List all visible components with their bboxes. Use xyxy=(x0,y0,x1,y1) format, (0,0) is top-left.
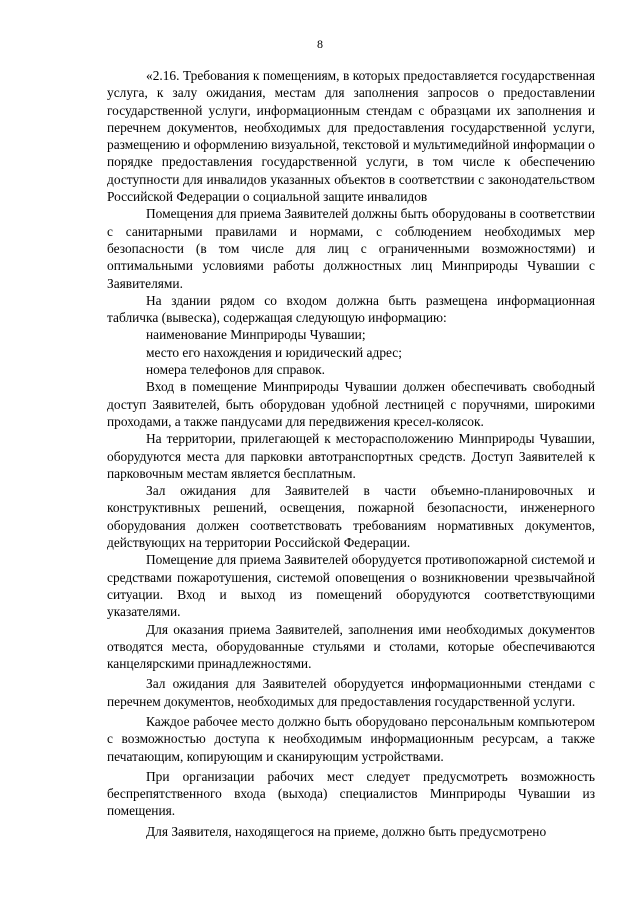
paragraph: Помещение для приема Заявителей оборудуется противопожарной системой и средствами пожаротушения, системой оповещения о возникновении чрезвычайной ситуации. Вход и выход из помещений оборудуются соответствующими указателями. xyxy=(107,552,595,620)
paragraph: Помещения для приема Заявителей должны быть оборудованы в соответствии с санитарными правилами и нормами, с соблюдением необходимых мер безопасности (в том числе для лиц с ограниченными возможностями) и оптимальными условиями работы должностных лиц Минприроды Чувашии с Заявителями. xyxy=(107,206,595,291)
paragraph: При организации рабочих мест следует предусмотреть возможность беспрепятственного входа (выхода) специалистов Минприроды Чувашии из помещения. xyxy=(107,768,595,819)
paragraph-section-heading: «2.16. Требования к помещениям, в которых предоставляется государственная услуга, к залу ожидания, местам для заполнения запросов о предоставлении государственной услуги, информационным стендам с образцами их заполнения и перечнем документов, необходимых для предоставления государственной услуги, размещению и оформлению визуальной, текстовой и мультимедийной информации о порядке предоставления государственной услуги, в том числе к обеспечению доступности для инвалидов указанных объектов в соответствии с законодательством Российской Федерации о социальной защите инвалидов xyxy=(107,68,595,205)
paragraph: На здании рядом со входом должна быть размещена информационная табличка (вывеска), содержащая следующую информацию: xyxy=(107,292,595,326)
document-body xyxy=(107,67,595,840)
paragraph: Каждое рабочее место должно быть оборудовано персональным компьютером с возможностью доступа к необходимым информационным ресурсам, а также печатающим, копирующим и сканирующим устройствами. xyxy=(107,713,595,764)
paragraph: Для Заявителя, находящегося на приеме, должно быть предусмотрено xyxy=(146,823,547,839)
list-item: наименование Минприроды Чувашии; xyxy=(146,327,366,343)
paragraph: Вход в помещение Минприроды Чувашии должен обеспечивать свободный доступ Заявителей, быть оборудован удобной лестницей с поручнями, широкими проходами, а также пандусами для передвижения кресел-колясок. xyxy=(107,379,595,429)
paragraph: На территории, прилегающей к месторасположению Минприроды Чувашии, оборудуются места для парковки автотранспортных средств. Доступ Заявителей к парковочным местам является бесплатным. xyxy=(107,431,595,481)
paragraph: Зал ожидания для Заявителей в части объемно-планировочных и конструктивных решений, освещения, пожарной безопасности, инженерного оборудования должен соответствовать требованиям нормативных документов, действующих на территории Российской Федерации. xyxy=(107,483,595,551)
page-number: 8 xyxy=(317,37,323,51)
list-item: место его нахождения и юридический адрес; xyxy=(146,344,402,360)
paragraph: Для оказания приема Заявителей, заполнения ими необходимых документов отводятся места, оборудованные стульями и столами, которые обеспечиваются канцелярскими принадлежностями. xyxy=(107,621,595,672)
list-item: номера телефонов для справок. xyxy=(146,362,326,378)
paragraph: Зал ожидания для Заявителей оборудуется информационными стендами с перечнем документов, необходимых для предоставления государственной услуги. xyxy=(107,676,595,709)
